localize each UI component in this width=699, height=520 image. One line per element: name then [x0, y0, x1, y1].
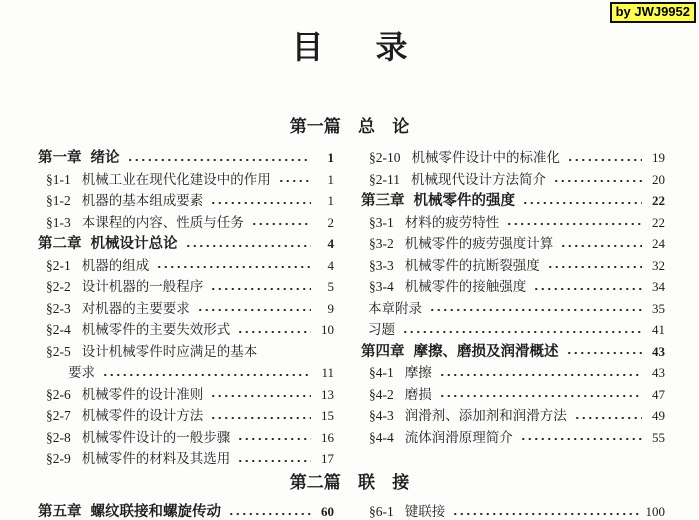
- toc-entry-title: 机械零件设计的一般步骤: [81, 429, 231, 445]
- toc-entry-page: 17: [321, 451, 334, 466]
- toc-entry-title: 润滑剂、添加剂和润滑方法: [404, 408, 567, 423]
- toc-entry-number: §1-3: [46, 214, 71, 230]
- toc-entry-title: 机器的组成: [81, 257, 150, 273]
- toc-entry-number: §2-6: [46, 386, 71, 402]
- toc-entry-title: 机械零件的设计方法: [81, 408, 204, 423]
- toc-bottom-right: [361, 501, 665, 520]
- toc-entry: [361, 427, 665, 449]
- toc-entry-title: 机械零件的材料及其选用: [81, 451, 231, 466]
- dot-leader-icon: [156, 255, 311, 277]
- toc-entry-page: 49: [652, 408, 665, 423]
- toc-entry-title: 本课程的内容、性质与任务: [81, 214, 244, 230]
- toc-entry-title: 机械零件的强度: [413, 193, 515, 209]
- toc-entry-number: §2-8: [46, 429, 71, 445]
- toc-entry-page: 5: [327, 279, 334, 294]
- toc-entry-title: 机械零件的疲劳强度计算: [404, 236, 554, 251]
- toc-entry-page: 55: [652, 429, 665, 445]
- toc-entry: [361, 169, 665, 191]
- dot-leader-icon: [520, 427, 642, 449]
- toc-entry-page: 16: [321, 429, 334, 445]
- toc-entry-number: §2-9: [46, 451, 71, 466]
- dot-leader-icon: [567, 147, 642, 169]
- toc-entry-title: 材料的疲劳特性: [404, 214, 500, 230]
- toc-entry-number: §6-1: [369, 504, 394, 519]
- page-title: 目 录: [291, 29, 408, 65]
- toc-entry-number: §4-2: [369, 386, 394, 402]
- dot-leader-icon: [251, 212, 311, 234]
- toc-entry-number: §4-3: [369, 408, 394, 423]
- toc-entry: [38, 341, 334, 363]
- toc-entry: [38, 212, 334, 234]
- dot-leader-icon: [228, 501, 311, 520]
- toc-entry: [361, 362, 665, 384]
- toc-entry-title: 设计机器的一般程序: [81, 279, 204, 294]
- dot-leader-icon: [185, 233, 312, 255]
- toc-entry: [38, 405, 334, 427]
- toc-entry: [38, 255, 334, 277]
- toc-entry: [38, 319, 334, 341]
- toc-entry: [38, 233, 334, 255]
- dot-leader-icon: [429, 298, 642, 320]
- toc-entry-page: 20: [652, 171, 665, 187]
- dot-leader-icon: [566, 341, 643, 363]
- dot-leader-icon: [522, 190, 642, 212]
- toc-entry-title: 本章附录: [368, 300, 422, 316]
- toc-entry-page: 2: [327, 214, 334, 230]
- toc-entry-title: 摩擦: [404, 365, 432, 380]
- toc-entry-number: §2-10: [369, 150, 401, 165]
- toc-entry-number: §2-1: [46, 257, 71, 273]
- toc-entry: [361, 341, 665, 363]
- toc-column-right: [361, 147, 665, 470]
- dot-leader-icon: [547, 255, 642, 277]
- toc-entry-title: 流体润滑原理简介: [404, 429, 513, 445]
- toc-entry-number: 第三章: [361, 193, 405, 209]
- toc-entry-title: 要求: [68, 365, 95, 380]
- toc-entry: [38, 362, 334, 384]
- toc-entry-page: 34: [652, 279, 665, 294]
- toc-entry: [38, 427, 334, 449]
- toc-entry-number: §1-1: [46, 171, 71, 187]
- dot-leader-icon: [210, 405, 311, 427]
- dot-leader-icon: [506, 212, 642, 234]
- dot-leader-icon: [402, 319, 642, 341]
- toc-entry: [38, 298, 334, 320]
- toc-bottom-left: [38, 501, 334, 520]
- toc-entry-number: §1-2: [46, 193, 71, 208]
- toc-bottom-row: [38, 501, 665, 520]
- toc-entry-number: §2-11: [369, 171, 400, 187]
- dot-leader-icon: [533, 276, 642, 298]
- toc-entry-title: 机械零件的主要失效形式: [81, 322, 231, 337]
- toc-entry-title: 绪论: [90, 150, 120, 166]
- toc-entry: [38, 448, 334, 470]
- toc-entry-title: 机械零件的抗断裂强度: [404, 257, 540, 273]
- toc-entry: [361, 298, 665, 320]
- toc-entry-page: 13: [321, 386, 334, 402]
- toc-entry: [361, 233, 665, 255]
- toc-entry-number: §3-4: [369, 279, 394, 294]
- toc-entry-title: 机械零件的接触强度: [404, 279, 527, 294]
- toc-entry: [361, 212, 665, 234]
- toc-entry-number: 第四章: [361, 343, 405, 360]
- toc-entry-page: 4: [327, 236, 334, 251]
- dot-leader-icon: [452, 501, 640, 520]
- toc-entry-title: 机械零件设计中的标准化: [411, 150, 560, 165]
- toc-entry-number: §4-1: [369, 365, 394, 380]
- toc-entry: [361, 319, 665, 341]
- toc-entry-page: 32: [652, 257, 665, 273]
- dot-leader-icon: [553, 169, 642, 191]
- toc-entry-page: 60: [321, 504, 334, 519]
- dot-leader-icon: [210, 276, 311, 298]
- toc-entry-title: 螺纹联接和螺旋传动: [90, 504, 221, 520]
- toc-entry: [361, 501, 665, 520]
- toc-entry-page: 41: [652, 322, 665, 337]
- toc-entry-page: 4: [327, 257, 334, 273]
- dot-leader-icon: [237, 448, 311, 470]
- toc-entry: [361, 190, 665, 212]
- toc-entry-number: 第二章: [38, 236, 82, 252]
- dot-leader-icon: [560, 233, 642, 255]
- toc-entry: [361, 276, 665, 298]
- toc-entry-page: 47: [652, 386, 665, 402]
- dot-leader-icon: [102, 362, 311, 384]
- dot-leader-icon: [439, 384, 642, 406]
- dot-leader-icon: [210, 384, 311, 406]
- dot-leader-icon: [127, 147, 312, 169]
- toc-entry-title: 磨损: [404, 386, 432, 402]
- dot-leader-icon: [574, 405, 642, 427]
- toc-entry-title: 机械工业在现代化建设中的作用: [81, 171, 271, 187]
- toc-entry-page: 1: [327, 193, 334, 208]
- toc-entry-page: 24: [652, 236, 665, 251]
- dot-leader-icon: [210, 190, 311, 212]
- dot-leader-icon: [264, 341, 311, 363]
- toc-entry-page: 19: [652, 150, 665, 165]
- toc-entry: [38, 501, 334, 520]
- toc-columns: [38, 147, 665, 470]
- toc-entry-page: 1: [327, 150, 334, 165]
- toc-entry-title: 机械现代设计方法简介: [411, 171, 546, 187]
- toc-entry-title: 习题: [368, 322, 395, 337]
- toc-column-left: [38, 147, 334, 470]
- toc-entry: [361, 255, 665, 277]
- toc-entry-number: §2-5: [46, 343, 71, 359]
- toc-entry-page: 9: [327, 300, 334, 316]
- toc-entry-number: 第五章: [38, 504, 82, 520]
- toc-entry-title: 键联接: [404, 504, 446, 519]
- toc-entry-page: 1: [327, 171, 334, 187]
- toc-entry-page: 43: [652, 365, 665, 380]
- toc-entry: [38, 384, 334, 406]
- toc-entry-number: §3-1: [369, 214, 394, 230]
- toc-entry-number: §2-3: [46, 300, 71, 316]
- toc-entry-number: §3-3: [369, 257, 394, 273]
- dot-leader-icon: [237, 319, 311, 341]
- toc-entry-page: 35: [652, 300, 665, 316]
- toc-entry-title: 机械设计总论: [90, 236, 178, 252]
- toc-entry: [361, 147, 665, 169]
- toc-entry-page: 22: [652, 193, 665, 208]
- toc-entry-number: §2-4: [46, 322, 71, 337]
- toc-entry: [38, 169, 334, 191]
- toc-entry-page: 43: [652, 343, 665, 359]
- toc-entry-page: 100: [645, 504, 665, 519]
- dot-leader-icon: [197, 298, 311, 320]
- toc-entry-page: 10: [321, 322, 334, 337]
- dot-leader-icon: [278, 169, 311, 191]
- watermark-badge: by JWJ9952: [610, 2, 696, 23]
- toc-entry-number: §3-2: [369, 236, 394, 251]
- part1-heading: 第一篇 总 论: [289, 117, 410, 136]
- toc-entry-number: §2-7: [46, 408, 71, 423]
- toc-entry-title: 设计机械零件时应满足的基本: [81, 343, 258, 359]
- dot-leader-icon: [237, 427, 311, 449]
- toc-entry-title: 对机器的主要要求: [81, 300, 190, 316]
- toc-entry-number: §4-4: [369, 429, 394, 445]
- toc-entry-number: §2-2: [46, 279, 71, 294]
- toc-entry-page: 11: [321, 365, 334, 380]
- toc-entry-page: 22: [652, 214, 665, 230]
- toc-entry: [361, 384, 665, 406]
- toc-entry-title: 摩擦、磨损及润滑概述: [413, 343, 559, 360]
- dot-leader-icon: [439, 362, 642, 384]
- toc-entry: [361, 405, 665, 427]
- toc-entry: [38, 190, 334, 212]
- toc-entry-page: 15: [321, 408, 334, 423]
- part2-heading: 第二篇 联 接: [289, 473, 410, 492]
- toc-entry-number: 第一章: [38, 150, 82, 166]
- toc-entry: [38, 276, 334, 298]
- toc-entry-title: 机器的基本组成要素: [81, 193, 204, 208]
- toc-entry: [38, 147, 334, 169]
- toc-entry-title: 机械零件的设计准则: [81, 386, 204, 402]
